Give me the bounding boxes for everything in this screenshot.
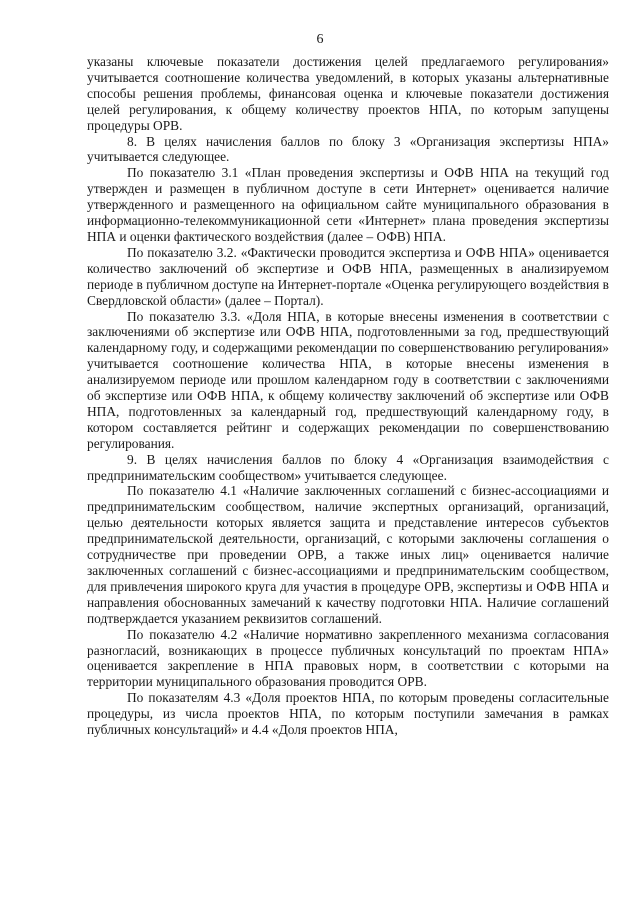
paragraph-continued: указаны ключевые показатели достижения целей предлагаемого регулирования» учитывается соотношение количества уведомлений, в которых указаны альтернативные способы решения проблемы, финансовая оценка и ключевые показатели достижения целей регулирования, к общему количеству проектов НПА, по которым запущены процедуры ОРВ. bbox=[87, 54, 609, 133]
paragraph-block-3-heading: 8. В целях начисления баллов по блоку 3 «Организация экспертизы НПА» учитывается следующее. bbox=[87, 133, 609, 165]
paragraph-indicator-3-2: По показателю 3.2. «Фактически проводится экспертиза и ОФВ НПА» оценивается количество заключений об экспертизе и ОФВ НПА, размещенных в анализируемом периоде в публичном доступе на Интернет-портале «Оценка регулирующего воздействия в Свердловской области» (далее – Портал). bbox=[87, 244, 609, 308]
page-number: 6 bbox=[316, 32, 324, 47]
paragraph-block-4-heading: 9. В целях начисления баллов по блоку 4 «Организация взаимодействия с предпринимательским сообществом» учитывается следующее. bbox=[87, 451, 609, 483]
document-body bbox=[87, 54, 609, 738]
paragraph-indicator-3-1: По показателю 3.1 «План проведения экспертизы и ОФВ НПА на текущий год утвержден и размещен в публичном доступе в сети Интернет» оценивается наличие утвержденного и размещенного на официальном сайте муниципального образования в информационно-телекоммуникационной сети «Интернет» плана проведения экспертизы НПА и оценки фактического воздействия (далее – ОФВ) НПА. bbox=[87, 165, 609, 244]
paragraph-indicator-4-3: По показателям 4.3 «Доля проектов НПА, по которым проведены согласительные процедуры, из числа проектов НПА, по которым поступили замечания в рамках публичных консультаций» и 4.4 «Доля проектов НПА, bbox=[87, 690, 609, 738]
paragraph-indicator-4-2: По показателю 4.2 «Наличие нормативно закрепленного механизма согласования разногласий, возникающих в процессе публичных консультаций по проектам НПА» оценивается закрепление в НПА правовых норм, в соответствии с которыми на территории муниципального образования проводится ОРВ. bbox=[87, 626, 609, 690]
paragraph-indicator-4-1: По показателю 4.1 «Наличие заключенных соглашений с бизнес-ассоциациями и предпринимательским сообществом, наличие экспертных организаций, организаций, целью деятельности которых является защита и представление интересов субъектов предпринимательской деятельности, организаций, с которыми заключены соглашения о сотрудничестве при проведении ОРВ, а также иных лиц» оценивается наличие заключенных соглашений с бизнес-ассоциациями и предпринимательским сообществом, для привлечения широкого круга для участия в процедуре ОРВ, экспертизы и ОФВ НПА и направления обоснованных замечаний к качеству подготовки НПА. Наличие соглашений подтверждается указанием реквизитов соглашений. bbox=[87, 483, 609, 626]
paragraph-indicator-3-3: По показателю 3.3. «Доля НПА, в которые внесены изменения в соответствии с заключениями об экспертизе или ОФВ НПА, подготовленными за год, предшествующий календарному году, и содержащими рекомендации по совершенствованию регулирования» учитывается соотношение количества НПА, в которые внесены изменения в анализируемом периоде или прошлом календарном году в соответствии с заключениями об экспертизе или ОФВ НПА, к общему количеству заключений об экспертизе или ОФВ НПА, подготовленных за календарный год, предшествующий календарному году, в котором составляется рейтинг и содержащих рекомендации по совершенствованию регулирования. bbox=[87, 308, 609, 451]
